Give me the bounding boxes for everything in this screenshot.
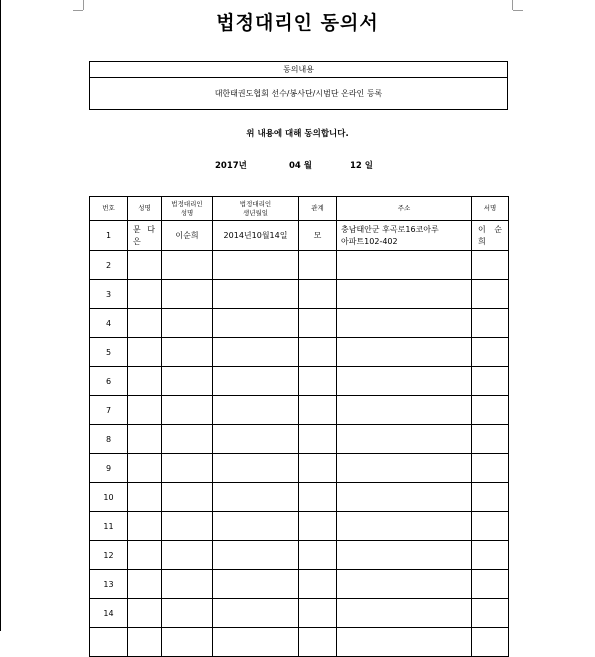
- cell-guardian-birth: [213, 309, 299, 338]
- document-title: 법정대리인 동의서: [216, 12, 379, 34]
- date-month: 04 월: [289, 161, 312, 171]
- cell-guardian-name: [162, 599, 213, 628]
- agreement-statement: 위 내용에 대해 동의합니다.: [246, 129, 349, 139]
- cell-name: [128, 570, 162, 599]
- cell-relation: [299, 425, 337, 454]
- cell-relation: [299, 309, 337, 338]
- cell-relation: [299, 570, 337, 599]
- cell-name: [128, 541, 162, 570]
- cell-relation: [299, 628, 337, 657]
- date-year: 2017년: [215, 161, 247, 171]
- table-header-row: [90, 197, 509, 221]
- cell-name: [128, 425, 162, 454]
- cell-number: 3: [90, 280, 128, 309]
- cell-guardian-name: [162, 541, 213, 570]
- cell-signature: [472, 338, 509, 367]
- cell-signature: [472, 396, 509, 425]
- cell-address: [337, 425, 472, 454]
- cell-guardian-name: [162, 251, 213, 280]
- cell-name: [128, 280, 162, 309]
- table-row: [90, 221, 509, 251]
- cell-address: [337, 541, 472, 570]
- table-row: [90, 454, 509, 483]
- cell-address: [337, 628, 472, 657]
- table-row: [90, 396, 509, 425]
- table-row: [90, 251, 509, 280]
- cell-address: 충남태안군 후곡로16코아루 아파트102-402: [337, 221, 472, 251]
- cell-guardian-name: [162, 396, 213, 425]
- cell-number: 9: [90, 454, 128, 483]
- cell-signature: 이 순 희: [472, 221, 509, 251]
- header-signature: 서명: [472, 197, 509, 221]
- header-guardian-birth: 법정대리인 생년월일: [213, 197, 299, 221]
- cell-guardian-birth: [213, 541, 299, 570]
- cell-address: [337, 396, 472, 425]
- cell-address: [337, 570, 472, 599]
- cell-guardian-name: [162, 483, 213, 512]
- cell-name: [128, 367, 162, 396]
- cell-guardian-birth: [213, 599, 299, 628]
- cell-number: 13: [90, 570, 128, 599]
- cell-guardian-birth: [213, 338, 299, 367]
- header-address: 주소: [337, 197, 472, 221]
- cell-address: [337, 309, 472, 338]
- cell-relation: [299, 512, 337, 541]
- cell-number: 6: [90, 367, 128, 396]
- table-row: [90, 309, 509, 338]
- cell-signature: [472, 483, 509, 512]
- table-body: [90, 221, 509, 657]
- cell-guardian-name: [162, 628, 213, 657]
- cell-name: [128, 396, 162, 425]
- cell-name: [128, 454, 162, 483]
- cell-name: [128, 483, 162, 512]
- cell-signature: [472, 570, 509, 599]
- consent-body: 대한태권도협회 선수/봉사단/시범단 온라인 등록: [89, 77, 508, 110]
- cell-relation: [299, 454, 337, 483]
- cell-address: [337, 599, 472, 628]
- cell-number: 11: [90, 512, 128, 541]
- cell-address: [337, 512, 472, 541]
- header-name: 성명: [128, 197, 162, 221]
- cell-signature: [472, 512, 509, 541]
- cell-signature: [472, 251, 509, 280]
- cell-signature: [472, 628, 509, 657]
- cell-guardian-birth: [213, 512, 299, 541]
- cell-name: [128, 338, 162, 367]
- page-left-edge: [0, 0, 1, 631]
- table-row: [90, 425, 509, 454]
- cell-guardian-birth: 2014년10월14일: [213, 221, 299, 251]
- cell-guardian-birth: [213, 280, 299, 309]
- cell-signature: [472, 425, 509, 454]
- cell-guardian-name: [162, 570, 213, 599]
- cell-number: 4: [90, 309, 128, 338]
- cell-guardian-birth: [213, 628, 299, 657]
- cell-guardian-birth: [213, 367, 299, 396]
- cell-name: [128, 309, 162, 338]
- cell-address: [337, 483, 472, 512]
- table-row: [90, 483, 509, 512]
- table-row: [90, 628, 509, 657]
- cell-guardian-birth: [213, 454, 299, 483]
- cell-relation: [299, 599, 337, 628]
- cell-relation: 모: [299, 221, 337, 251]
- header-guardian-name: 법정대리인 성명: [162, 197, 213, 221]
- cell-number: 7: [90, 396, 128, 425]
- cell-number: 8: [90, 425, 128, 454]
- table-row: [90, 367, 509, 396]
- cell-address: [337, 454, 472, 483]
- cell-address: [337, 280, 472, 309]
- cell-guardian-name: [162, 512, 213, 541]
- table-row: [90, 280, 509, 309]
- table-row: [90, 512, 509, 541]
- guardian-table: [89, 196, 509, 657]
- cell-guardian-name: [162, 425, 213, 454]
- cell-number: 12: [90, 541, 128, 570]
- header-relation: 관계: [299, 197, 337, 221]
- cell-signature: [472, 599, 509, 628]
- cell-relation: [299, 367, 337, 396]
- cell-guardian-name: [162, 309, 213, 338]
- cell-relation: [299, 483, 337, 512]
- date-day: 12 일: [350, 161, 373, 171]
- cell-name: [128, 628, 162, 657]
- cell-signature: [472, 454, 509, 483]
- cell-relation: [299, 541, 337, 570]
- cell-name: [128, 599, 162, 628]
- table-row: [90, 541, 509, 570]
- cell-guardian-birth: [213, 251, 299, 280]
- table-row: [90, 570, 509, 599]
- cell-guardian-birth: [213, 396, 299, 425]
- cell-signature: [472, 541, 509, 570]
- cell-number: 2: [90, 251, 128, 280]
- cell-relation: [299, 251, 337, 280]
- cell-guardian-birth: [213, 570, 299, 599]
- cell-guardian-birth: [213, 425, 299, 454]
- cell-number: 5: [90, 338, 128, 367]
- cell-name: [128, 512, 162, 541]
- cell-guardian-name: [162, 338, 213, 367]
- cell-signature: [472, 280, 509, 309]
- table-row: [90, 338, 509, 367]
- cell-guardian-name: [162, 280, 213, 309]
- cell-address: [337, 338, 472, 367]
- cell-number: 10: [90, 483, 128, 512]
- cell-guardian-name: [162, 367, 213, 396]
- header-number: 번호: [90, 197, 128, 221]
- cell-relation: [299, 280, 337, 309]
- cell-address: [337, 251, 472, 280]
- cell-number: [90, 628, 128, 657]
- cell-number: 1: [90, 221, 128, 251]
- cell-address: [337, 367, 472, 396]
- cell-name: [128, 251, 162, 280]
- cell-number: 14: [90, 599, 128, 628]
- cell-name: 문 다 은: [128, 221, 162, 251]
- cell-signature: [472, 367, 509, 396]
- cell-signature: [472, 309, 509, 338]
- cell-relation: [299, 396, 337, 425]
- cell-relation: [299, 338, 337, 367]
- cell-guardian-birth: [213, 483, 299, 512]
- cell-guardian-name: [162, 454, 213, 483]
- consent-header: 동의내용: [89, 61, 508, 77]
- cell-guardian-name: 이순희: [162, 221, 213, 251]
- table-row: [90, 599, 509, 628]
